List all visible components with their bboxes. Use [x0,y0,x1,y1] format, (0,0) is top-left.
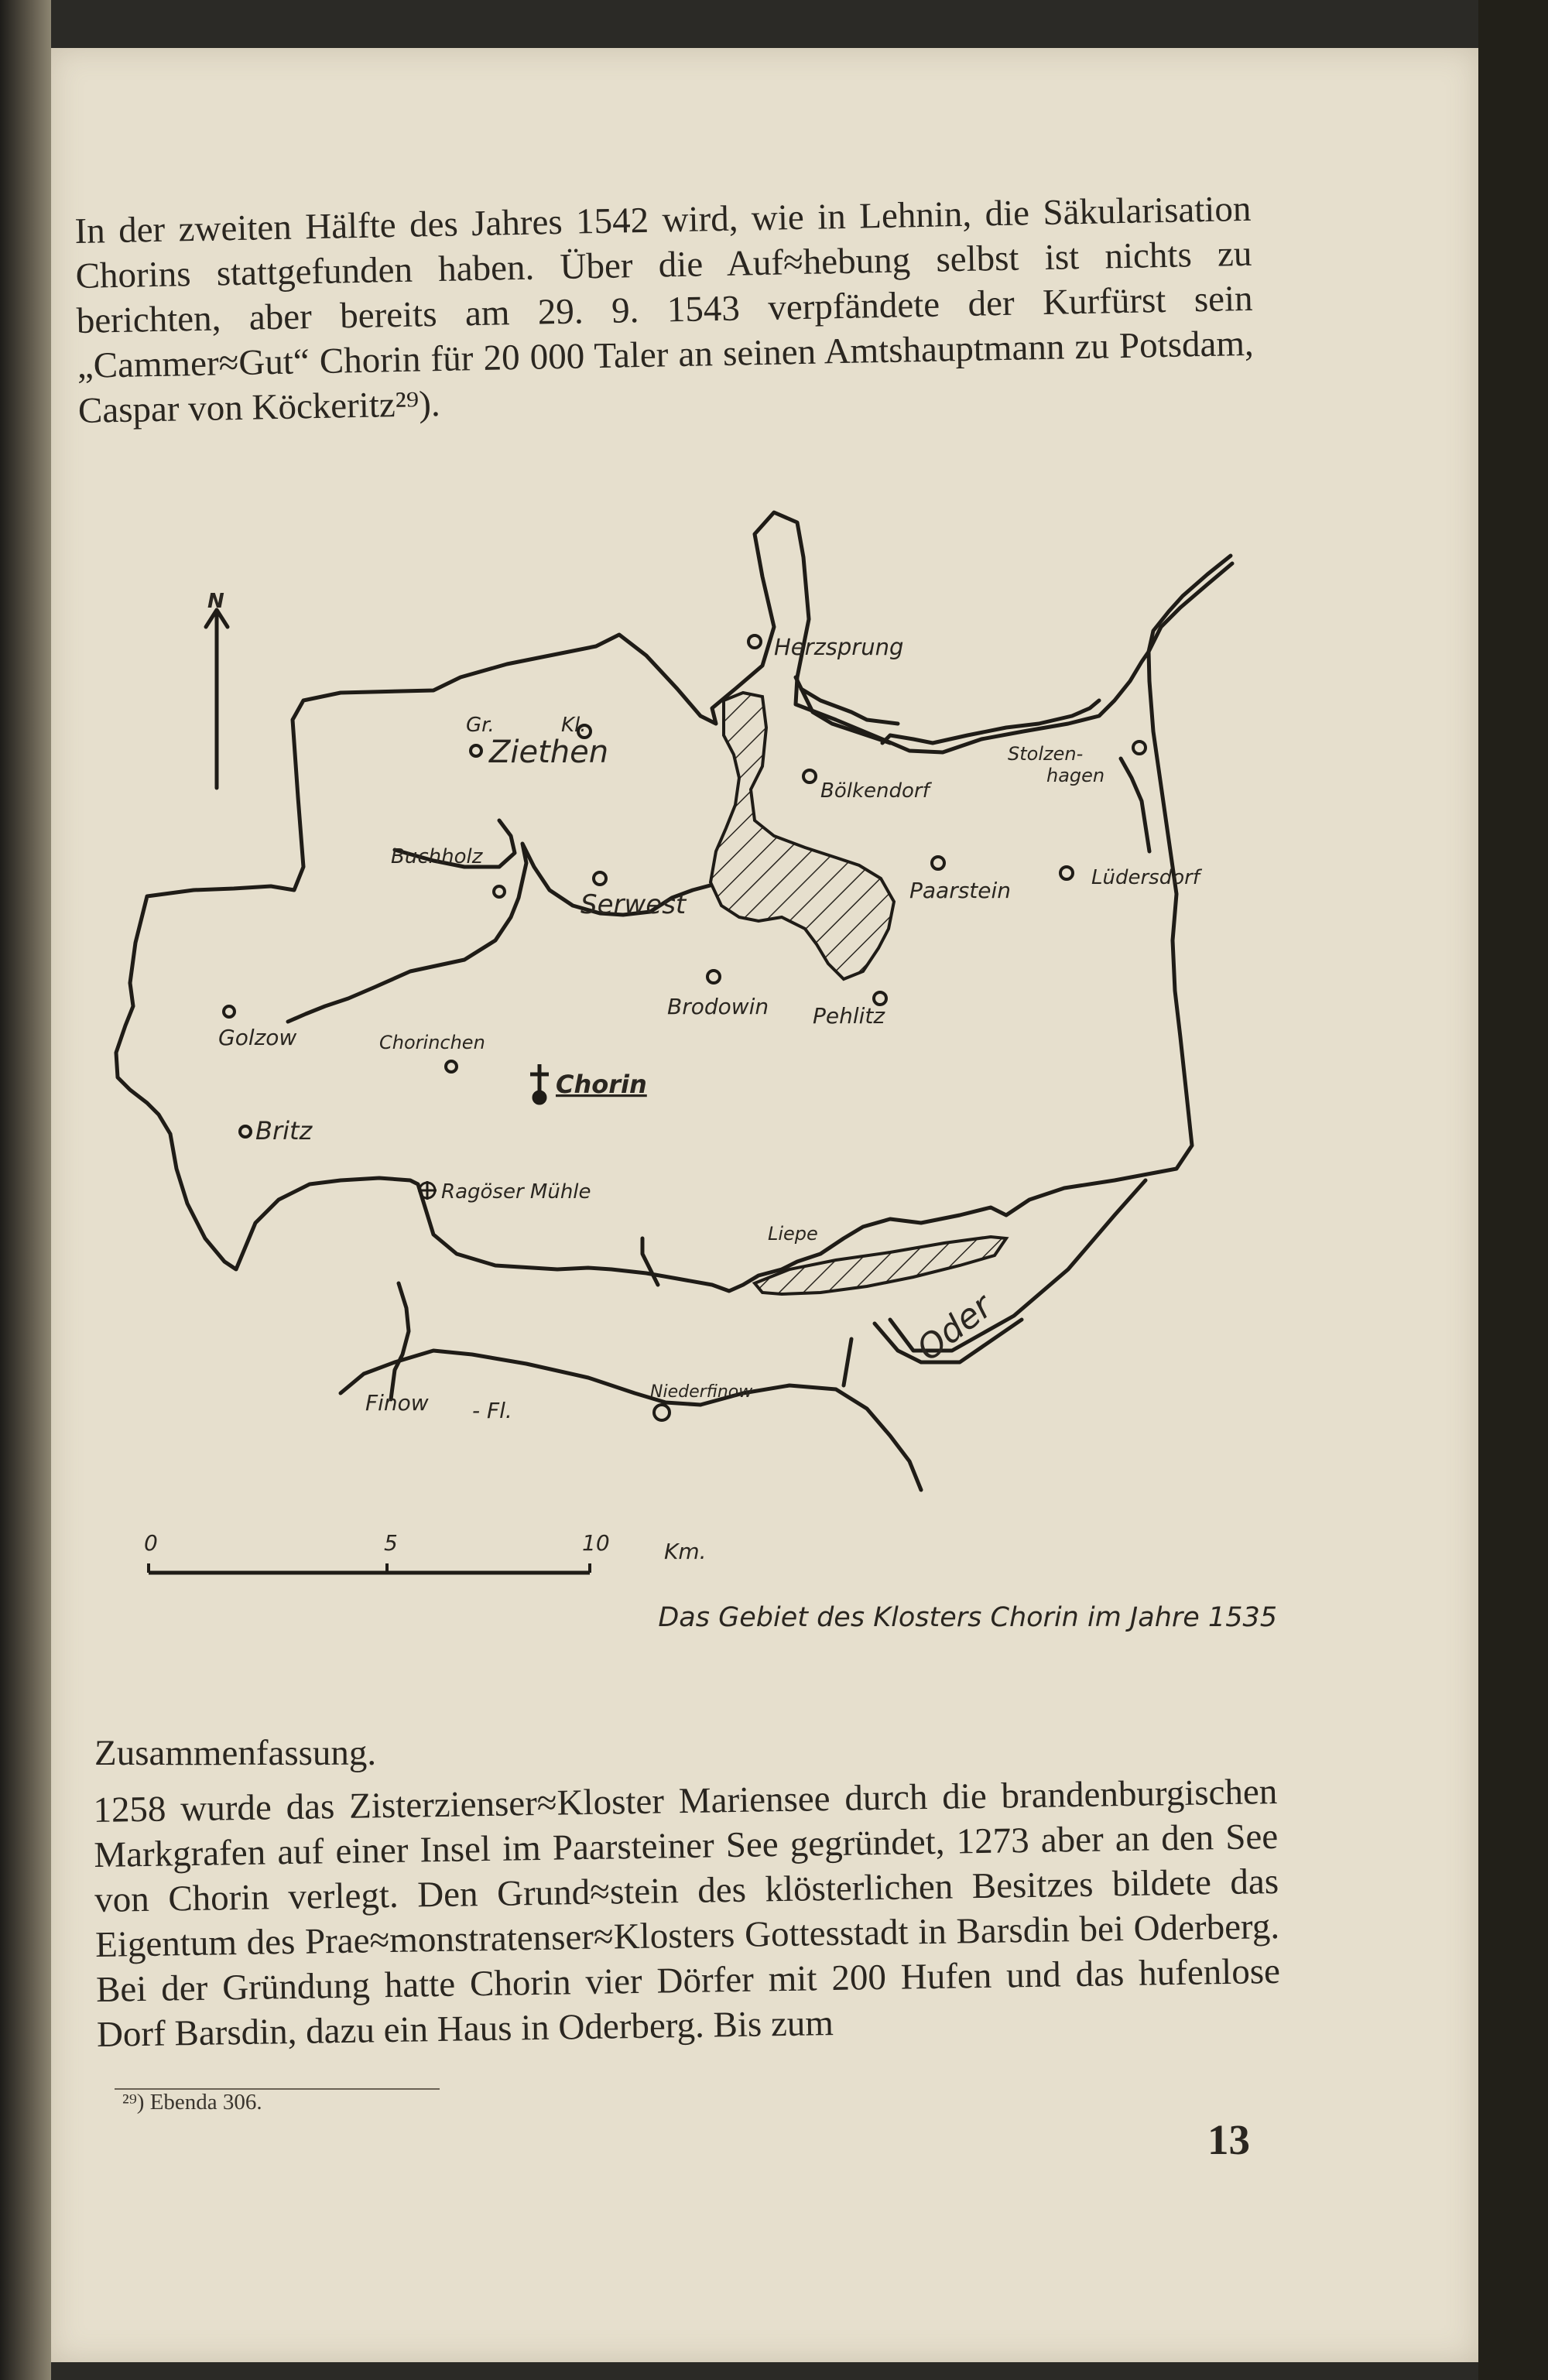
label-ragoeser-muehle: Ragöser Mühle [441,1180,591,1204]
scale-label-5: 5 [384,1530,398,1556]
monastery-cross-icon [530,1064,549,1103]
label-herzsprung: Herzsprung [774,634,904,660]
scale-label-0: 0 [144,1530,158,1556]
label-buchholz: Buchholz [391,845,483,868]
settlement-marker [932,857,944,869]
label-finow-fl: - Fl. [472,1398,512,1423]
label-golzow: Golzow [218,1025,297,1050]
label-gr: Gr. [466,714,495,737]
label-chorinchen: Chorinchen [379,1032,485,1053]
label-liepe: Liepe [768,1223,818,1245]
label-brodowin: Brodowin [667,994,769,1019]
scale-unit: Km. [664,1539,707,1564]
settlement-marker [1060,867,1073,879]
label-pehlitz: Pehlitz [813,1003,885,1029]
settlement-marker [748,635,761,648]
label-serwest: Serwest [580,889,687,920]
label-finow: Finow [365,1390,429,1416]
label-lindersdorf: Lüdersdorf [1091,866,1200,889]
settlement-marker [240,1126,251,1137]
label-chorin: Chorin [556,1070,647,1099]
settlement-marker [594,872,606,885]
label-kl: Kl. [561,714,587,737]
footnote: ²⁹) Ebenda 306. [122,2090,262,2115]
scale-label-10: 10 [582,1530,610,1556]
settlement-marker [494,886,505,897]
scale-bar [144,1530,707,1573]
settlement-marker [471,745,481,756]
label-niederfinow: Niederfinow [650,1382,753,1402]
settlement-marker [654,1405,670,1420]
label-north: N [207,590,224,613]
settlement-marker [803,770,816,782]
label-bollkendorf: Bölkendorf [820,779,930,803]
intro-paragraph: In der zweiten Hälfte des Jahres 1542 wird, wie in Lehnin, die Säkularisation Chorins stattgefunden haben. Über die Auf≈hebung selbst ist nichts zu berichten, aber bereits am 29. 9. 1543 verpfändete der Kurfürst sein „Cammer≈Gut“ Chorin für 20 000 Taler an seinen Amtshauptmann zu Potsdam, Caspar von Köckeritz²⁹). [74,188,1255,431]
map-caption: Das Gebiet des Klosters Chorin im Jahre 1535 [658,1602,1277,1633]
summary-paragraph: 1258 wurde das Zisterzienser≈Kloster Mariensee durch die brandenburgischen Markgrafen auf einer Insel im Paarsteiner See gegründet, 1273 aber an den See von Chorin verlegt. Den Grund≈stein des klösterlichen Besitzes bildete das Eigentum des Prae≈monstratenser≈Klosters Gottesstadt in Barsdin bei Oderberg. Bei der Gründung hatte Chorin vier Dörfer mit 200 Hufen und das hufenlose Dorf Barsdin, dazu ein Haus in Oderberg. Bis zum [93,1771,1281,2055]
label-ziethen: Ziethen [489,735,609,770]
label-stolzenhagen-1: Stolzen- [1008,743,1084,765]
label-paarstein: Paarstein [909,878,1012,903]
label-stolzenhagen-2: hagen [1046,765,1105,786]
section-heading: Zusammenfassung. [94,1733,377,1773]
label-oder: Oder [909,1286,1000,1369]
settlement-marker [446,1061,457,1072]
settlement-marker [224,1006,235,1017]
north-arrow-icon [206,610,228,788]
settlement-marker [1133,741,1146,754]
page-number: 13 [1207,2116,1250,2163]
settlement-marker [707,971,720,983]
label-britz: Britz [255,1116,313,1145]
